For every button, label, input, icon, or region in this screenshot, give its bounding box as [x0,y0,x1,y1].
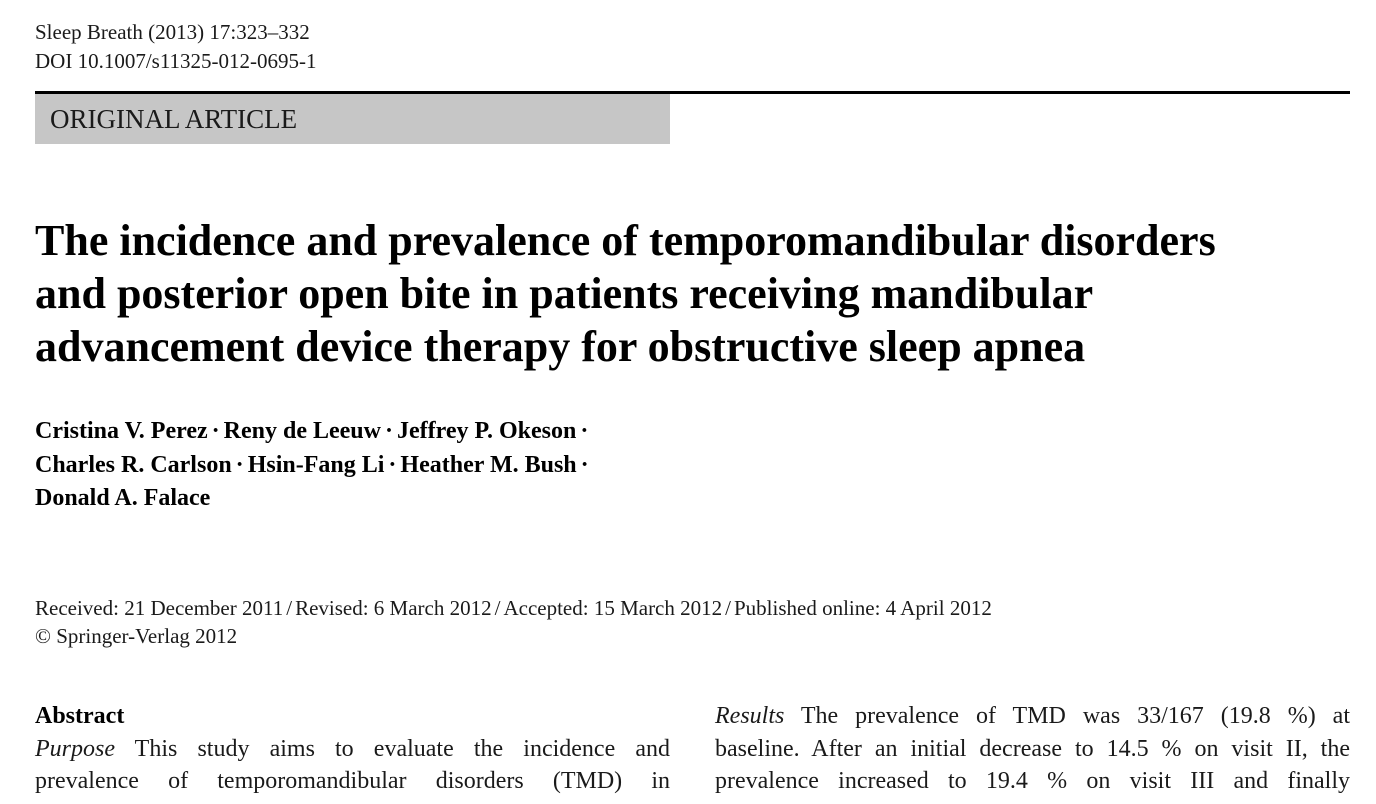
journal-citation: Sleep Breath (2013) 17:323–332 [35,20,310,44]
abstract-line: prevalence increased to 19.4 % on visit III and finally [715,768,1350,794]
purpose-text: This study aims to evaluate the incidence and [115,735,670,762]
title-line: The incidence and prevalence of temporomandibular disorders [35,216,1216,265]
received-date: Received: 21 December 2011 [35,596,284,620]
author-name: Cristina V. Perez [35,418,208,444]
author-name: Jeffrey P. Okeson [397,418,577,444]
date-separator: / [725,596,731,620]
author-list [35,415,593,516]
history-line [35,594,992,622]
author-line [35,449,593,483]
date-separator: / [286,596,293,620]
abstract-line: baseline. After an initial decrease to 14.5 % on visit II, the [715,735,1350,762]
title-line: advancement device therapy for obstructive sleep apnea [35,322,1086,371]
author-name: Charles R. Carlson [35,451,232,478]
abstract-left-column [35,700,670,798]
results-label: Results [715,703,785,729]
author-name: Reny de Leeuw [223,418,381,444]
author-separator: · [580,451,589,478]
article-history [35,594,992,650]
author-separator: · [580,418,589,444]
author-name: Heather M. Bush [400,451,577,478]
author-line [35,415,593,449]
revised-date: Revised: 6 March 2012 [295,596,492,620]
author-name: Donald A. Falace [35,485,211,511]
purpose-label: Purpose [35,735,115,762]
date-separator: / [494,596,501,620]
author-line [35,482,593,516]
abstract-line [715,700,1350,733]
article-title [35,214,1355,373]
title-line: and posterior open bite in patients receiving mandibular [35,269,1094,318]
journal-doi: DOI 10.1007/s11325-012-0695-1 [35,49,317,73]
journal-header [35,18,317,76]
published-date: Published online: 4 April 2012 [733,596,992,620]
abstract-right-column [715,700,1350,798]
abstract-line [35,733,670,766]
author-separator: · [235,451,244,478]
author-separator: · [388,451,397,478]
author-separator: · [384,418,393,444]
abstract-line: prevalence of temporomandibular disorders (TMD) in [35,768,670,794]
accepted-date: Accepted: 15 March 2012 [503,596,723,620]
article-type-banner: ORIGINAL ARTICLE [35,94,670,144]
author-separator: · [211,418,220,444]
copyright-notice: © Springer-Verlag 2012 [35,624,238,648]
author-name: Hsin-Fang Li [247,451,385,478]
results-text: The prevalence of TMD was 33/167 (19.8 %) at [784,703,1350,729]
abstract-heading: Abstract [35,703,125,729]
